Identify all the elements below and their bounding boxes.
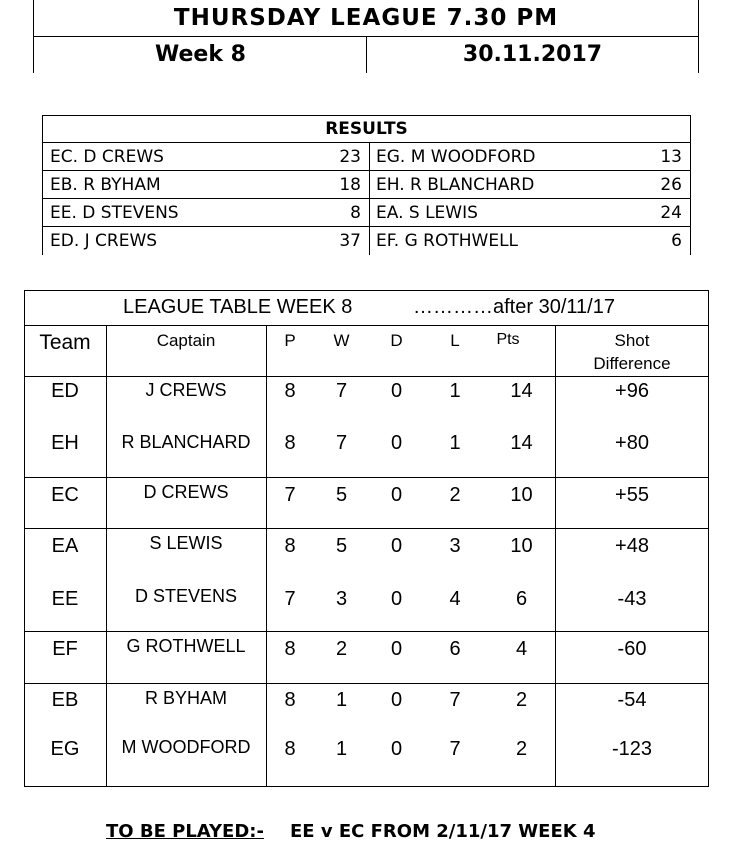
cell-played: 8 bbox=[284, 689, 296, 711]
header-difference: Difference bbox=[593, 354, 671, 373]
results-title: RESULTS bbox=[42, 115, 691, 143]
cell-won: 5 bbox=[335, 535, 348, 557]
cell-team: EC bbox=[51, 484, 79, 506]
cell-drawn: 0 bbox=[390, 484, 403, 506]
cell-points: 2 bbox=[515, 689, 528, 711]
result-home bbox=[43, 227, 370, 255]
date-label: 30.11.2017 bbox=[366, 36, 699, 73]
result-away-name: EH. R BLANCHARD bbox=[376, 175, 535, 195]
result-away-name: EF. G ROTHWELL bbox=[376, 231, 519, 251]
table-row-divider bbox=[24, 477, 709, 478]
cell-captain: J CREWS bbox=[145, 380, 227, 400]
result-home bbox=[43, 199, 370, 227]
cell-won: 3 bbox=[335, 588, 348, 610]
result-away bbox=[369, 199, 690, 227]
result-away-score: 24 bbox=[660, 203, 682, 223]
cell-played: 8 bbox=[284, 432, 296, 454]
result-away-score: 6 bbox=[671, 231, 682, 251]
cell-captain: S LEWIS bbox=[149, 533, 223, 553]
result-away bbox=[369, 171, 690, 199]
result-row bbox=[42, 171, 691, 199]
cell-points: 6 bbox=[515, 588, 528, 610]
result-home-score: 18 bbox=[339, 175, 361, 195]
cell-lost: 7 bbox=[449, 738, 461, 760]
cell-played: 8 bbox=[284, 535, 296, 557]
cell-shot-difference: +48 bbox=[615, 535, 649, 557]
result-home-score: 37 bbox=[339, 231, 361, 251]
cell-captain: D STEVENS bbox=[134, 586, 238, 606]
cell-lost: 4 bbox=[449, 588, 461, 610]
cell-captain: M WOODFORD bbox=[121, 737, 251, 757]
cell-team: EG bbox=[50, 738, 80, 760]
table-row-divider bbox=[24, 631, 709, 632]
result-away-score: 13 bbox=[660, 147, 682, 167]
result-away-score: 26 bbox=[660, 175, 682, 195]
cell-drawn: 0 bbox=[390, 380, 403, 402]
cell-captain: R BLANCHARD bbox=[121, 432, 251, 452]
result-away bbox=[369, 143, 690, 171]
cell-team: EB bbox=[51, 689, 79, 711]
cell-played: 8 bbox=[284, 638, 296, 660]
cell-lost: 6 bbox=[449, 638, 461, 660]
league-title: THURSDAY LEAGUE 7.30 PM bbox=[33, 0, 699, 37]
result-row bbox=[42, 227, 691, 255]
table-row-divider bbox=[24, 376, 709, 377]
header-team: Team bbox=[39, 331, 91, 354]
cell-shot-difference: +80 bbox=[615, 432, 649, 454]
cell-lost: 3 bbox=[449, 535, 461, 557]
result-home-name: EB. R BYHAM bbox=[50, 175, 161, 195]
cell-played: 8 bbox=[284, 380, 296, 402]
table-row-divider bbox=[24, 528, 709, 529]
cell-played: 7 bbox=[284, 588, 296, 610]
result-row bbox=[42, 199, 691, 227]
cell-won: 2 bbox=[335, 638, 348, 660]
cell-drawn: 0 bbox=[390, 689, 403, 711]
league-table-title: LEAGUE TABLE WEEK 8 bbox=[123, 296, 353, 318]
header-played: P bbox=[284, 331, 296, 350]
cell-played: 7 bbox=[284, 484, 296, 506]
result-home-score: 23 bbox=[339, 147, 361, 167]
cell-played: 8 bbox=[284, 738, 296, 760]
league-table-subtitle: …………after 30/11/17 bbox=[413, 296, 615, 318]
cell-drawn: 0 bbox=[390, 738, 403, 760]
result-home-name: EC. D CREWS bbox=[50, 147, 164, 167]
header-points: Pts bbox=[496, 331, 520, 348]
result-away bbox=[369, 227, 690, 255]
result-away-name: EA. S LEWIS bbox=[376, 203, 478, 223]
cell-lost: 2 bbox=[449, 484, 461, 506]
cell-points: 14 bbox=[510, 380, 533, 402]
result-home-name: EE. D STEVENS bbox=[50, 203, 179, 223]
fixture-label: TO BE PLAYED:- bbox=[106, 821, 264, 842]
cell-lost: 1 bbox=[449, 432, 461, 454]
league-table-title-bar bbox=[24, 290, 709, 326]
cell-points: 10 bbox=[510, 535, 533, 557]
cell-captain: D CREWS bbox=[143, 482, 229, 502]
cell-drawn: 0 bbox=[390, 535, 403, 557]
header-lost: L bbox=[450, 331, 460, 350]
cell-points: 4 bbox=[515, 638, 528, 660]
result-away-name: EG. M WOODFORD bbox=[376, 147, 536, 167]
cell-won: 7 bbox=[335, 432, 348, 454]
cell-won: 7 bbox=[335, 380, 348, 402]
cell-lost: 1 bbox=[449, 380, 461, 402]
result-home-score: 8 bbox=[350, 203, 361, 223]
cell-team: EE bbox=[51, 588, 79, 610]
cell-won: 1 bbox=[335, 689, 348, 711]
cell-shot-difference: +96 bbox=[615, 380, 649, 402]
cell-shot-difference: -123 bbox=[611, 738, 653, 760]
cell-shot-difference: -60 bbox=[617, 638, 647, 660]
cell-captain: R BYHAM bbox=[144, 688, 227, 708]
result-home-name: ED. J CREWS bbox=[50, 231, 158, 251]
header-won: W bbox=[333, 331, 350, 350]
cell-team: EH bbox=[51, 432, 79, 454]
cell-shot-difference: -54 bbox=[617, 689, 647, 711]
header-captain: Captain bbox=[156, 331, 216, 350]
fixture-note bbox=[0, 818, 733, 848]
cell-won: 5 bbox=[335, 484, 348, 506]
cell-team: ED bbox=[51, 380, 79, 402]
cell-points: 14 bbox=[510, 432, 533, 454]
cell-team: EA bbox=[51, 535, 79, 557]
cell-team: EF bbox=[52, 638, 78, 660]
cell-drawn: 0 bbox=[390, 588, 403, 610]
table-row-divider bbox=[24, 683, 709, 684]
header-drawn: D bbox=[390, 331, 403, 350]
cell-drawn: 0 bbox=[390, 638, 403, 660]
result-row bbox=[42, 143, 691, 171]
header-shot: Shot bbox=[614, 331, 650, 350]
cell-lost: 7 bbox=[449, 689, 461, 711]
cell-drawn: 0 bbox=[390, 432, 403, 454]
fixture-text: EE v EC FROM 2/11/17 WEEK 4 bbox=[290, 821, 596, 842]
cell-captain: G ROTHWELL bbox=[126, 636, 246, 656]
cell-shot-difference: -43 bbox=[617, 588, 647, 610]
cell-won: 1 bbox=[335, 738, 348, 760]
week-label: Week 8 bbox=[33, 36, 367, 73]
cell-shot-difference: +55 bbox=[615, 484, 649, 506]
result-home bbox=[43, 143, 370, 171]
result-home bbox=[43, 171, 370, 199]
cell-points: 10 bbox=[510, 484, 533, 506]
cell-points: 2 bbox=[515, 738, 528, 760]
